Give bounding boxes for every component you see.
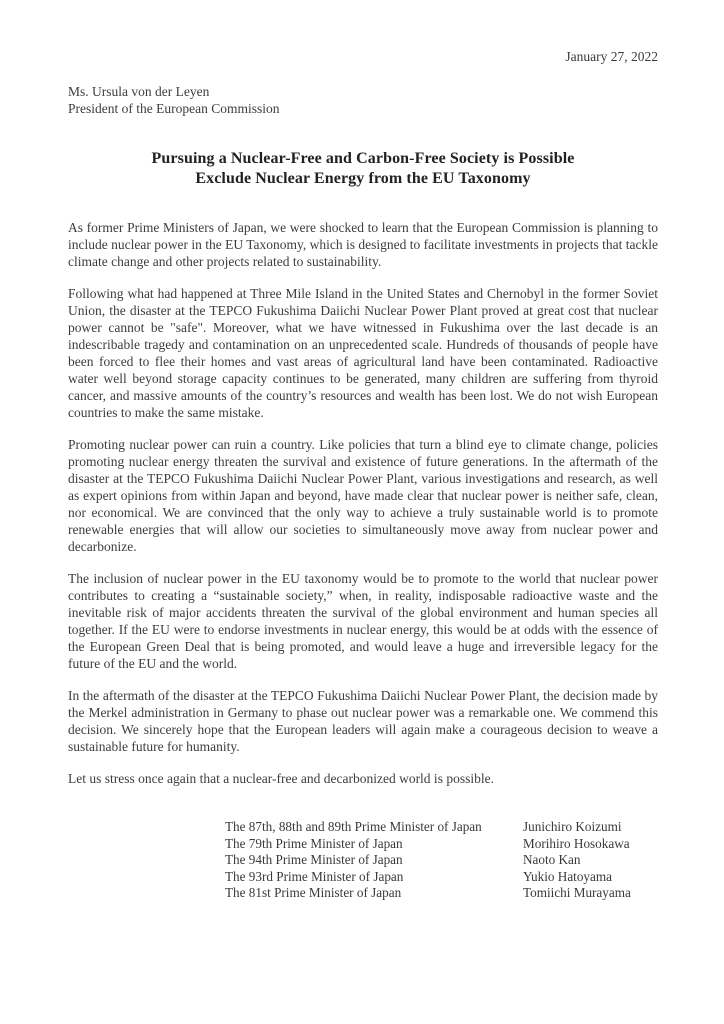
letter-paragraph: As former Prime Ministers of Japan, we were shocked to learn that the European Commission is planning to include nuclear power in the EU Taxonomy, which is designed to facilitate investments in projects that tackle climate change and other projects related to sustainability. (68, 220, 658, 269)
letter-paragraph: Following what had happened at Three Mile Island in the United States and Chernobyl in the former Soviet Union, the disaster at the TEPCO Fukushima Daiichi Nuclear Power Plant proved at great cost that nuclear power cannot be "safe". Moreover, what we have witnessed in Fukushima over the last decade is an indescribable tragedy and contamination on an unprecedented scale. Hundreds of thousands of people have been forced to flee their homes and vast areas of agricultural land have been contaminated. Radioactive water well beyond storage capacity continues to be generated, many children are suffering from thyroid cancer, and massive amounts of the country’s resources and wealth has been lost. We do not wish European countries to make the same mistake. (68, 286, 658, 420)
recipient-block (68, 83, 658, 117)
signature-title: The 94th Prime Minister of Japan (225, 852, 403, 867)
signature-title: The 79th Prime Minister of Japan (225, 835, 403, 851)
signatory-name: Junichiro Koizumi (523, 819, 622, 834)
letter-body (68, 219, 658, 787)
signature-row (225, 869, 658, 886)
letter-title-line-2: Exclude Nuclear Energy from the EU Taxonomy (195, 170, 531, 187)
signature-row (225, 852, 658, 869)
signature-block (225, 819, 658, 902)
recipient-name: Ms. Ursula von der Leyen (68, 84, 210, 99)
letter-paragraph: The inclusion of nuclear power in the EU taxonomy would be to promote to the world that nuclear power contributes to creating a “sustainable society,” when, in reality, indisposable radioactive waste and the inevitable risk of major accidents threaten the survival of the global environment and human species all together. If the EU were to endorse investments in nuclear energy, this would be at odds with the essence of the European Green Deal that is being promoted, and would leave a huge and irreversible legacy for the future of the EU and the world. (68, 571, 658, 671)
letter-title (68, 149, 658, 189)
signature-row (225, 819, 658, 836)
signature-row (225, 885, 658, 902)
signatory-name: Naoto Kan (523, 852, 581, 867)
signature-title: The 81st Prime Minister of Japan (225, 885, 402, 900)
signatory-name: Morihiro Hosokawa (523, 835, 630, 851)
letter-paragraph: Let us stress once again that a nuclear-free and decarbonized world is possible. (68, 771, 494, 786)
signature-row (225, 836, 658, 853)
letter-title-line-1: Pursuing a Nuclear-Free and Carbon-Free Society is Possible (151, 150, 575, 167)
letter-paragraph: Promoting nuclear power can ruin a country. Like policies that turn a blind eye to climate change, policies promoting nuclear energy threaten the survival and existence of future generations. In the aftermath of the disaster at the TEPCO Fukushima Daiichi Nuclear Power Plant, various investigations and research, as well as expert opinions from within Japan and beyond, have made clear that nuclear power is neither safe, clean, nor economical. We are convinced that the only way to achieve a truly sustainable world is to promote renewable energies that will allow our societies to simultaneously move away from nuclear power and decarbonize. (68, 437, 658, 554)
recipient-title: President of the European Commission (68, 101, 280, 116)
signatory-name: Tomiichi Murayama (523, 885, 631, 900)
signature-title: The 87th, 88th and 89th Prime Minister of Japan (225, 819, 482, 834)
letter-paragraph: In the aftermath of the disaster at the TEPCO Fukushima Daiichi Nuclear Power Plant, the decision made by the Merkel administration in Germany to phase out nuclear power was a remarkable one. We commend this decision. We sincerely hope that the European leaders will again make a courageous decision to weave a sustainable future for humanity. (68, 688, 658, 754)
signature-title: The 93rd Prime Minister of Japan (225, 868, 404, 884)
letter-date: January 27, 2022 (565, 49, 658, 64)
signatory-name: Yukio Hatoyama (523, 868, 612, 884)
